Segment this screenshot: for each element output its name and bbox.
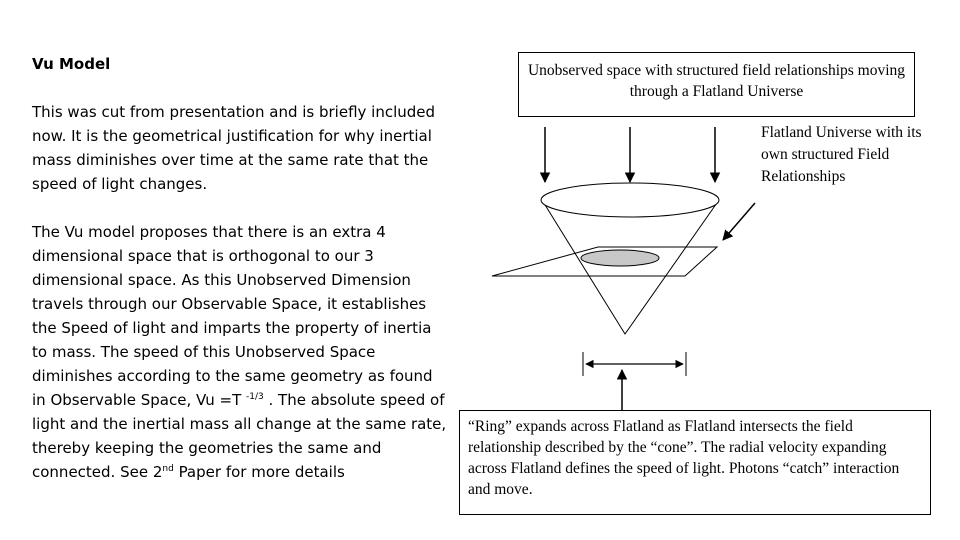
slide-title: Vu Model xyxy=(32,55,111,73)
model-paragraph-part3: Paper for more details xyxy=(173,463,345,481)
flatland-universe-label: Flatland Universe with its own structured Field Relationships xyxy=(761,124,922,185)
intro-paragraph: This was cut from presentation and is briefly included now. It is the geometrical justification for why inertial mass diminishes over time at the same rate that the speed of light changes. xyxy=(32,103,436,193)
ring-explanation-box: “Ring” expands across Flatland as Flatland intersects the field relationship described by the “cone”. The radial velocity expanding across Flatland defines the speed of light. Photons “catch” interaction and move. xyxy=(459,410,931,515)
cone-top-ellipse xyxy=(541,183,719,217)
ordinal-suffix: nd xyxy=(162,464,174,474)
diagonal-arrow xyxy=(723,203,755,240)
unobserved-space-label-box: Unobserved space with structured field relationships moving through a Flatland Universe xyxy=(518,52,915,117)
model-paragraph-part1: The Vu model proposes that there is an extra 4 dimensional space that is orthogonal to our 3 dimensional space. As this Unobserved Dimension travels through our Observable Space, it establishes the Speed of light and imparts the property of inertia to mass. The speed of this Unobserved Space diminishes according to the same geometry as found in Observable Space, Vu =T xyxy=(32,223,433,409)
cone-outline xyxy=(542,200,719,334)
exponent: -1/3 xyxy=(246,392,264,402)
intersection-ring xyxy=(581,250,659,266)
model-paragraph-part2: . The absolute speed of light and the inertial mass all change at the same rate, thereby keeping the geometries the same and connected. See 2 xyxy=(32,391,447,481)
